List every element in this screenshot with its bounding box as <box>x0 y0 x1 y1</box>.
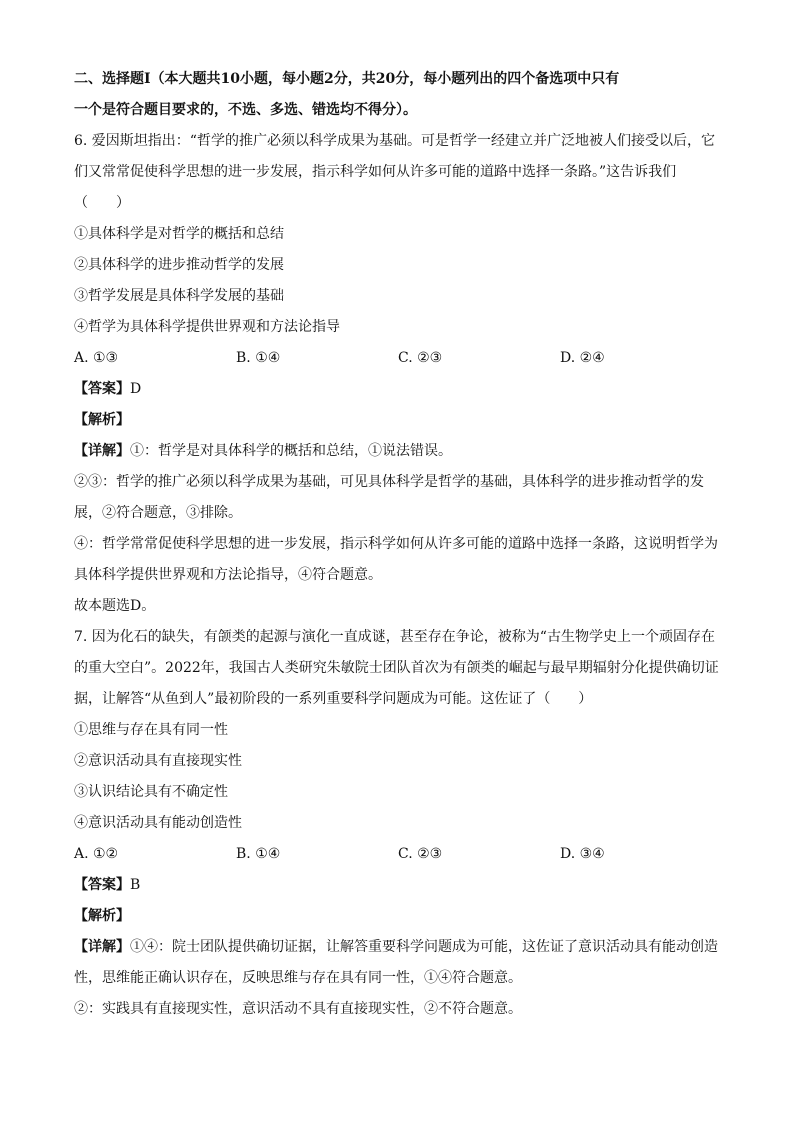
q6-stem-line2: 们又常常促使科学思想的进一步发展，指示科学如何从许多可能的道路中选择一条路。”这告诉我们 <box>74 164 677 180</box>
q7-stem-line2: 的重大空白”。2022年，我国古人类研究朱敏院士团队首次为有颌类的崛起与最早期辐射分化提供确切证 <box>74 660 719 676</box>
q6-analysis-label: 【解析】 <box>74 412 130 428</box>
q6-options <box>74 343 724 374</box>
q6-stem-line3: （ ） <box>74 195 130 211</box>
q6-detail-label: 【详解】 <box>74 443 130 459</box>
q6-detail-line6: 故本题选D。 <box>74 598 156 614</box>
q7-option-c: C. ②③ <box>398 846 443 862</box>
q7-analysis-label: 【解析】 <box>74 908 130 924</box>
q7-detail-line2: 性，思维能正确认识存在，反映思维与存在具有同一性，①④符合题意。 <box>74 970 522 986</box>
q6-option-b: B. ①④ <box>236 350 281 366</box>
q6-answer <box>74 374 724 405</box>
q6-answer-label: 【答案】 <box>74 381 130 397</box>
document-page <box>74 64 724 1025</box>
q7-detail-line3: ②：实践具有直接现实性，意识活动不具有直接现实性，②不符合题意。 <box>74 1001 522 1017</box>
q6-detail-text1: ①：哲学是对具体科学的概括和总结，①说法错误。 <box>130 443 452 459</box>
q7-detail-label: 【详解】 <box>74 939 130 955</box>
q7-stem-line3: 据，让解答“从鱼到人”最初阶段的一系列重要科学问题成为可能。这佐证了（ ） <box>74 691 593 707</box>
q7-statement-2: ②意识活动具有直接现实性 <box>74 753 242 769</box>
q6-detail-line5: 具体科学提供世界观和方法论指导，④符合题意。 <box>74 567 382 583</box>
q6-detail-line4: ④：哲学常常促使科学思想的进一步发展，指示科学如何从许多可能的道路中选择一条路，这说明哲学为 <box>74 536 718 552</box>
q6-statement-4: ④哲学为具体科学提供世界观和方法论指导 <box>74 319 340 335</box>
q7-option-d: D. ③④ <box>560 846 605 862</box>
q6-statement-3: ③哲学发展是具体科学发展的基础 <box>74 288 284 304</box>
q6-detail-line3: 展，②符合题意，③排除。 <box>74 505 242 521</box>
q7-answer-value: B <box>130 877 141 893</box>
q7-statement-3: ③认识结论具有不确定性 <box>74 784 228 800</box>
q7-options <box>74 839 724 870</box>
q7-option-a: A. ①② <box>74 846 119 862</box>
q6-option-c: C. ②③ <box>398 350 443 366</box>
q7-statement-4: ④意识活动具有能动创造性 <box>74 815 242 831</box>
q6-stem-line1: 6. 爱因斯坦指出：“哲学的推广必须以科学成果为基础。可是哲学一经建立并广泛地被人们接受以后，它 <box>74 133 715 149</box>
section-header-line1: 二、选择题Ⅰ（本大题共10小题，每小题2分，共20分，每小题列出的四个备选项中只有 <box>74 71 620 87</box>
q6-option-a: A. ①③ <box>74 350 119 366</box>
q6-answer-value: D <box>130 381 142 397</box>
q7-statement-1: ①思维与存在具有同一性 <box>74 722 228 738</box>
q7-detail-line1 <box>74 932 724 963</box>
q7-option-b: B. ①④ <box>236 846 281 862</box>
q7-stem-line1: 7. 因为化石的缺失，有颌类的起源与演化一直成谜，甚至存在争论，被称为“古生物学史上一个顽固存在 <box>74 629 715 645</box>
q6-statement-1: ①具体科学是对哲学的概括和总结 <box>74 226 284 242</box>
q7-answer <box>74 870 724 901</box>
q7-detail-text1: ①④：院士团队提供确切证据，让解答重要科学问题成为可能，这佐证了意识活动具有能动创造 <box>130 939 718 955</box>
q6-detail-line2: ②③：哲学的推广必须以科学成果为基础，可见具体科学是哲学的基础，具体科学的进步推动哲学的发 <box>74 474 704 490</box>
question-7 <box>74 622 724 1025</box>
q6-detail-line1 <box>74 436 724 467</box>
q6-option-d: D. ②④ <box>560 350 605 366</box>
q7-answer-label: 【答案】 <box>74 877 130 893</box>
q6-statement-2: ②具体科学的进步推动哲学的发展 <box>74 257 284 273</box>
section-header-line2: 一个是符合题目要求的，不选、多选、错选均不得分）。 <box>74 102 417 118</box>
question-6 <box>74 126 724 622</box>
